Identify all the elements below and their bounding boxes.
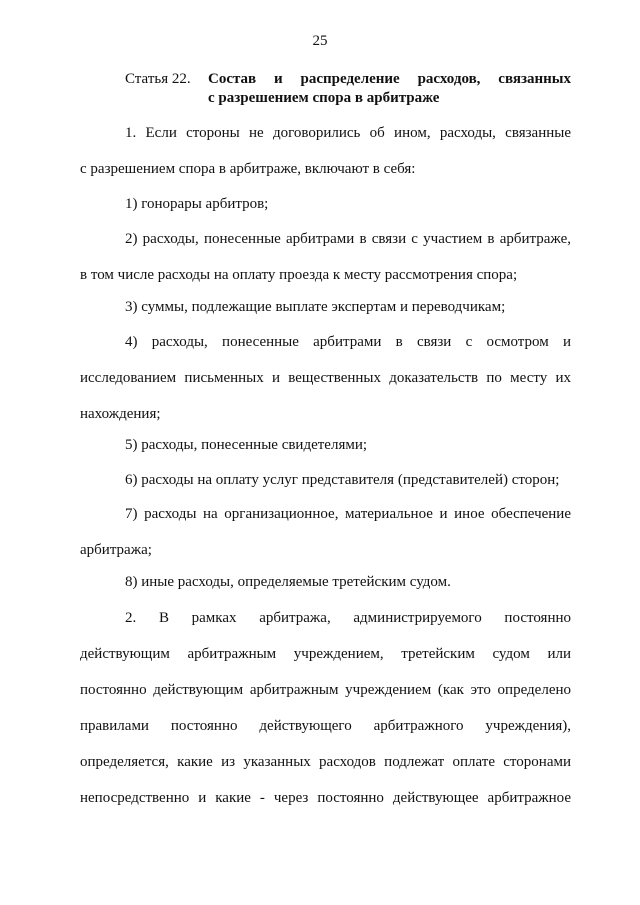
paragraph-2 <box>80 600 571 816</box>
text-line: 2. В рамках арбитража, администрируемого постоянно <box>125 610 571 626</box>
list-item-3 <box>80 289 571 325</box>
list-item-2 <box>80 221 571 293</box>
text-line: 8) иные расходы, определяемые третейским судом. <box>125 574 451 590</box>
list-item-4 <box>80 324 571 432</box>
text-line: действующим арбитражным учреждением, третейским судом или <box>80 646 571 662</box>
list-item-6 <box>80 462 571 498</box>
text-line: 3) суммы, подлежащие выплате экспертам и переводчикам; <box>125 299 506 315</box>
list-item-5 <box>80 427 571 463</box>
text-line: 5) расходы, понесенные свидетелями; <box>125 437 368 453</box>
text-line: 4) расходы, понесенные арбитрами в связи с осмотром и <box>125 334 571 350</box>
text-line: непосредственно и какие - через постоянно действующее арбитражное <box>80 790 571 806</box>
text-line: арбитража; <box>80 542 152 558</box>
list-item-1 <box>80 186 571 222</box>
text-line: исследованием письменных и вещественных доказательств по месту их <box>80 370 571 386</box>
text-line: определяется, какие из указанных расходов подлежат оплате сторонами <box>80 754 571 770</box>
text-line: постоянно действующим арбитражным учреждением (как это определено <box>80 682 571 698</box>
text-line: 2) расходы, понесенные арбитрами в связи с участием в арбитраже, <box>125 231 571 247</box>
text-line: 6) расходы на оплату услуг представителя (представителей) сторон; <box>125 472 560 488</box>
article-title <box>208 70 571 108</box>
text-line: 7) расходы на организационное, материальное и иное обеспечение <box>125 506 571 522</box>
text-line: нахождения; <box>80 406 161 422</box>
text-line: правилами постоянно действующего арбитражного учреждения), <box>80 718 571 734</box>
article-title-line: с разрешением спора в арбитраже <box>208 90 440 106</box>
article-title-line: Состав и распределение расходов, связанных <box>208 71 571 87</box>
text-line: с разрешением спора в арбитраже, включают в себя: <box>80 161 416 177</box>
text-line: в том числе расходы на оплату проезда к месту рассмотрения спора; <box>80 267 518 283</box>
article-label: Статья 22. <box>125 71 191 87</box>
list-item-8 <box>80 564 571 600</box>
list-item-7 <box>80 496 571 568</box>
page-number: 25 <box>312 33 328 49</box>
paragraph-1 <box>80 115 571 187</box>
text-line: 1) гонорары арбитров; <box>125 196 269 212</box>
text-line: 1. Если стороны не договорились об ином, расходы, связанные <box>125 125 571 141</box>
